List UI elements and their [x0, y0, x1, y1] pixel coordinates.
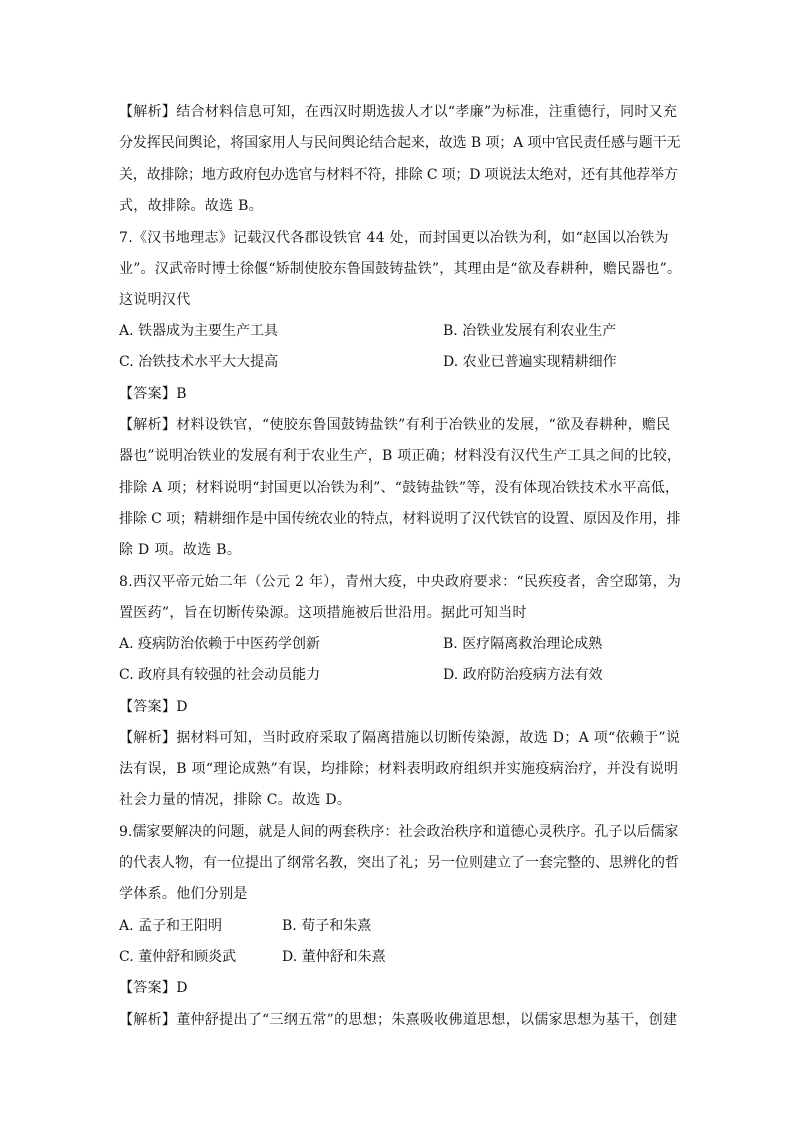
- q9-answer: 【答案】D: [119, 980, 188, 996]
- q7-option-a: A. 铁器成为主要生产工具: [119, 323, 279, 339]
- q8-answer: 【答案】D: [119, 699, 188, 715]
- q9-explanation-line-1: 【解析】董仲舒提出了“三纲五常”的思想；朱熹吸收佛道思想，以儒家思想为基干，创建: [119, 1012, 678, 1028]
- q6-explanation-line-3: 关，故排除；地方政府包办选官与材料不符，排除 C 项；D 项说法太绝对，还有其他荐举方: [119, 167, 678, 183]
- q7-answer: 【答案】B: [119, 386, 187, 402]
- q6-explanation-line-2: 分发挥民间舆论，将国家用人与民间舆论结合起来，故选 B 项；A 项中官民责任感与题干无: [119, 135, 681, 151]
- q7-explanation-line-1: 【解析】材料设铁官，“使胶东鲁国鼓铸盐铁”有利于冶铁业的发展，“欲及春耕种，赡民: [119, 417, 671, 433]
- q8-explanation-line-3: 社会力量的情况，排除 C。故选 D。: [119, 792, 352, 808]
- q8-option-a: A. 疫病防治依赖于中医药学创新: [119, 636, 321, 652]
- q9-option-b: B. 荀子和朱熹: [282, 918, 372, 934]
- q8-option-d: D. 政府防治疫病方法有效: [443, 667, 603, 683]
- q8-stem-line-1: 8.西汉平帝元始二年（公元 2 年），青州大疫，中央政府要求：“民疾疫者，舍空邸第，为: [119, 574, 682, 590]
- q7-explanation-line-4: 排除 C 项；精耕细作是中国传统农业的特点，材料说明了汉代铁官的设置、原因及作用，排: [119, 511, 681, 527]
- q8-explanation-line-2: 法有误，B 项“理论成熟”有误，均排除；材料表明政府组织并实施疫病治疗，并没有说明: [119, 761, 679, 777]
- q8-explanation-line-1: 【解析】据材料可知，当时政府采取了隔离措施以切断传染源，故选 D；A 项“依赖于”说: [119, 730, 681, 746]
- q8-option-b: B. 医疗隔离救治理论成熟: [443, 636, 603, 652]
- q6-explanation-line-1: 【解析】结合材料信息可知，在西汉时期选拔人才以“孝廉”为标准，注重德行，同时又充: [119, 104, 678, 120]
- q9-stem-line-1: 9.儒家要解决的问题，就是人间的两套秩序：社会政治秩序和道德心灵秩序。孔子以后儒家: [119, 824, 679, 840]
- q7-option-c: C. 冶铁技术水平大大提高: [119, 354, 279, 370]
- q9-option-d: D. 董仲舒和朱熹: [282, 949, 386, 965]
- q7-explanation-line-5: 除 D 项。故选 B。: [119, 542, 242, 558]
- q7-stem-line-3: 这说明汉代: [119, 292, 191, 308]
- q9-stem-line-2: 的代表人物，有一位提出了纲常名教，突出了礼；另一位则建立了一套完整的、思辨化的哲: [119, 855, 679, 871]
- q9-option-c: C. 董仲舒和顾炎武: [119, 949, 237, 965]
- q9-stem-line-3: 学体系。他们分别是: [119, 886, 248, 902]
- q7-option-b: B. 冶铁业发展有利农业生产: [443, 323, 617, 339]
- q7-explanation-line-3: 排除 A 项；材料说明“封国更以冶铁为利”、“鼓铸盐铁”等，没有体现冶铁技术水平高低，: [119, 480, 680, 496]
- q7-explanation-line-2: 器也”说明冶铁业的发展有利于农业生产，B 项正确；材料没有汉代生产工具之间的比较，: [119, 448, 682, 464]
- q6-explanation-line-4: 式，故排除。故选 B。: [119, 198, 264, 214]
- q7-option-d: D. 农业已普遍实现精耕细作: [443, 354, 617, 370]
- q8-option-c: C. 政府具有较强的社会动员能力: [119, 667, 321, 683]
- q7-stem-line-1: 7.《汉书地理志》记载汉代各郡设铁官 44 处，而封国更以冶铁为利，如“赵国以冶铁为: [119, 230, 669, 246]
- q7-stem-line-2: 业”。汉武帝时博士徐偃“矫制使胶东鲁国鼓铸盐铁”，其理由是“欲及春耕种，赡民器也”。: [119, 261, 682, 277]
- q9-option-a: A. 孟子和王阳明: [119, 918, 223, 934]
- q8-stem-line-2: 置医药”，旨在切断传染源。这项措施被后世沿用。据此可知当时: [119, 605, 527, 621]
